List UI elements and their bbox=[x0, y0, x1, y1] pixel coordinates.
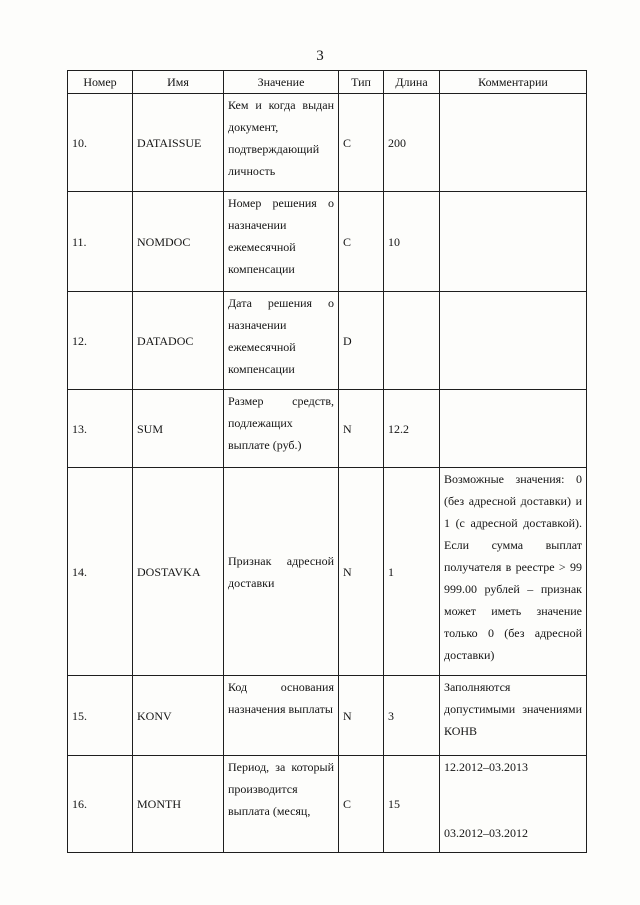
row-comment-text: 12.2012–03.2013 bbox=[444, 760, 528, 774]
row-comment bbox=[440, 676, 587, 756]
row-name: SUM bbox=[133, 390, 224, 468]
fields-table bbox=[67, 70, 587, 853]
table-row bbox=[68, 468, 587, 676]
row-name: DATAISSUE bbox=[133, 94, 224, 192]
row-value-text: Кем и когда выдан документ, подтверждающий личность bbox=[228, 98, 334, 178]
row-value-text: Дата решения о назначении ежемесячной компенсации bbox=[228, 296, 334, 376]
header-type: Тип bbox=[339, 71, 384, 94]
table-row bbox=[68, 192, 587, 292]
row-length: 1 bbox=[384, 468, 440, 676]
row-number: 14. bbox=[68, 468, 133, 676]
row-name: MONTH bbox=[133, 756, 224, 853]
row-type: D bbox=[339, 292, 384, 390]
row-type: C bbox=[339, 94, 384, 192]
row-value-text: Признак адресной доставки bbox=[228, 553, 334, 590]
table-row bbox=[68, 756, 587, 853]
row-number: 10. bbox=[68, 94, 133, 192]
row-name: NOMDOC bbox=[133, 192, 224, 292]
row-comment-text: Возможные значения: 0 (без адресной доставки) и 1 (с адресной доставкой). Если сумма выплат получателя в реестре > 99 999.00 рублей – признак может иметь значение только 0 (без адресной доставки) bbox=[444, 472, 582, 662]
row-name: DOSTAVKA bbox=[133, 468, 224, 676]
row-value-text: Размер средств, подлежащих выплате (руб.) bbox=[228, 394, 334, 452]
row-name: KONV bbox=[133, 676, 224, 756]
row-comment bbox=[440, 192, 587, 292]
row-type: N bbox=[339, 676, 384, 756]
page-number: 3 bbox=[316, 48, 324, 64]
row-comment-text: Заполняются допустимыми значениями КОНВ bbox=[444, 680, 582, 738]
table-row bbox=[68, 390, 587, 468]
row-value bbox=[224, 390, 339, 468]
row-value bbox=[224, 676, 339, 756]
row-comment bbox=[440, 94, 587, 192]
header-comments: Комментарии bbox=[440, 71, 587, 94]
row-value bbox=[224, 292, 339, 390]
row-number: 15. bbox=[68, 676, 133, 756]
table-header-row bbox=[68, 71, 587, 94]
row-length bbox=[384, 292, 440, 390]
header-value: Значение bbox=[224, 71, 339, 94]
row-comment bbox=[440, 468, 587, 676]
row-value bbox=[224, 192, 339, 292]
row-length: 200 bbox=[384, 94, 440, 192]
table-row bbox=[68, 676, 587, 756]
row-value-text: Код основания назначения выплаты bbox=[228, 680, 334, 716]
row-type: N bbox=[339, 390, 384, 468]
row-comment bbox=[440, 292, 587, 390]
row-comment-text: 03.2012–03.2012 bbox=[444, 826, 528, 840]
row-type: N bbox=[339, 468, 384, 676]
row-number: 13. bbox=[68, 390, 133, 468]
row-comment bbox=[440, 390, 587, 468]
row-comment bbox=[440, 756, 587, 853]
row-length: 10 bbox=[384, 192, 440, 292]
row-type: C bbox=[339, 756, 384, 853]
header-length: Длина bbox=[384, 71, 440, 94]
row-length: 3 bbox=[384, 676, 440, 756]
table-row bbox=[68, 94, 587, 192]
row-name: DATADOC bbox=[133, 292, 224, 390]
row-type: C bbox=[339, 192, 384, 292]
row-length: 15 bbox=[384, 756, 440, 853]
row-value bbox=[224, 756, 339, 853]
header-number: Номер bbox=[68, 71, 133, 94]
row-value-text: Период, за который производится выплата (месяц, bbox=[228, 760, 334, 818]
row-value bbox=[224, 468, 339, 676]
row-number: 11. bbox=[68, 192, 133, 292]
row-value bbox=[224, 94, 339, 192]
row-number: 12. bbox=[68, 292, 133, 390]
header-name: Имя bbox=[133, 71, 224, 94]
row-number: 16. bbox=[68, 756, 133, 853]
row-length: 12.2 bbox=[384, 390, 440, 468]
table-row bbox=[68, 292, 587, 390]
row-value-text: Номер решения о назначении ежемесячной компенсации bbox=[228, 196, 334, 276]
